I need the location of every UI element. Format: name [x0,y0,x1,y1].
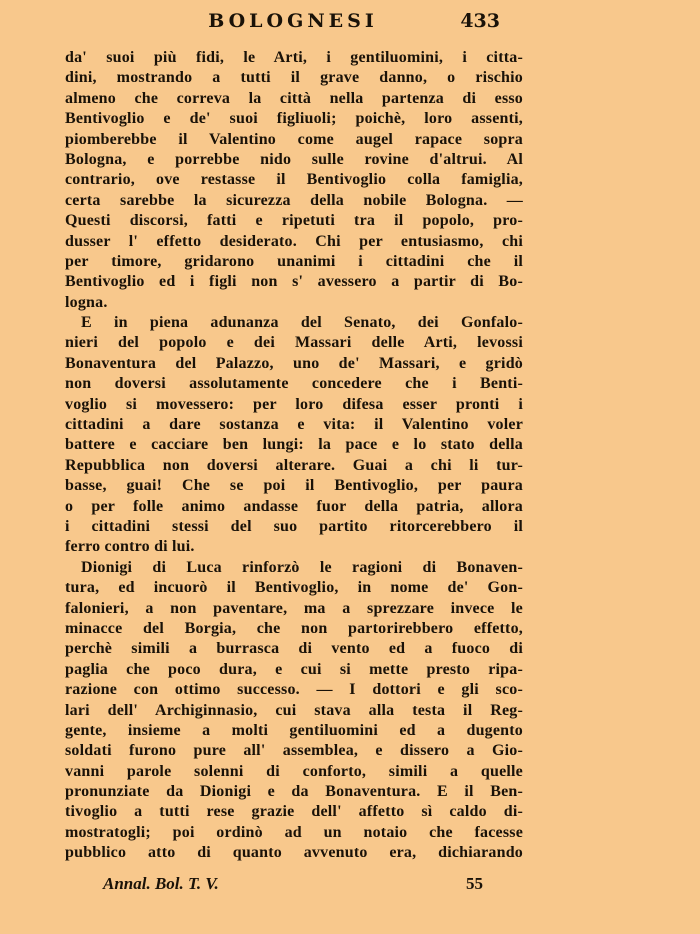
text-line: paglia che poco dura, e cui si mette presto ripa- [65,660,523,678]
text-line: lari dell' Archiginnasio, cui stava alla testa il Reg- [65,701,523,719]
text-line: E in piena adunanza del Senato, dei Gonfalo- [81,314,523,332]
text-line: certa sarebbe la sicurezza della nobile Bologna. — [65,191,523,209]
text-line: tura, ed incuorò il Bentivoglio, in nome de' Gon- [65,579,523,597]
page-footer [103,874,493,896]
text-line: minacce del Borgia, che non partorirebbero effetto, [65,619,523,637]
body-text [65,48,523,864]
running-title: BOLOGNESI [208,10,378,32]
text-line: battere e cacciare ben lungi: la pace e lo stato della [65,436,523,454]
text-line: falonieri, a non paventare, ma a sprezzare invece le [65,599,523,617]
text-line: almeno che correva la città nella partenza di esso [65,89,523,107]
text-line: Bentivoglio ed i figli non s' avessero a partir di Bo- [65,273,523,291]
text-line: voglio si movessero: per loro difesa esser pronti i [65,395,523,413]
text-line: vanni parole solenni di conforto, simili a quelle [65,762,523,780]
text-line: Questi discorsi, fatti e ripetuti tra il popolo, pro- [65,212,523,230]
text-line: piomberebbe il Valentino come augel rapace sopra [65,130,523,148]
text-line: mostratogli; poi ordinò ad un notaio che facesse [65,823,523,841]
text-line: Bentivoglio e de' suoi figliuoli; poichè, loro assenti, [65,110,523,128]
signature-mark: 55 [466,874,483,893]
text-line: pronunziate da Dionigi e da Bonaventura. E il Ben- [65,783,523,801]
text-line: Repubblica non doversi alterare. Guai a chi li tur- [65,456,523,474]
running-head [62,10,524,34]
text-line: non doversi assolutamente concedere che i Benti- [65,375,523,393]
text-line: dusser l' effetto desiderato. Chi per entusiasmo, chi [65,232,523,250]
text-line: nieri del popolo e dei Massari delle Arti, levossi [65,334,523,352]
text-line: da' suoi più fidi, le Arti, i gentiluomini, i citta- [65,49,523,66]
text-line: pubblico atto di quanto avvenuto era, dichiarando [65,844,523,862]
footer-signature: Annal. Bol. T. V. [103,874,219,893]
text-line: o per folle animo andasse fuor della patria, allora [65,497,523,515]
text-line: perchè simili a burrasca di vento ed a fuoco di [65,640,523,658]
text-line: per timore, gridarono unanimi i cittadini che il [65,252,523,270]
text-line: Dionigi di Luca rinforzò le ragioni di Bonaven- [81,558,523,576]
text-line: logna. [65,293,108,311]
text-line: basse, guai! Che se poi il Bentivoglio, per paura [65,477,523,495]
text-line: Bonaventura del Palazzo, uno de' Massari, e gridò [65,354,523,372]
text-line: Bologna, e porrebbe nido sulle rovine d'altrui. Al [65,150,523,168]
text-line: contrario, ove restasse il Bentivoglio colla famiglia, [65,171,523,189]
text-line: ferro contro di lui. [65,538,195,556]
page-number: 433 [460,10,500,32]
text-line: i cittadini stessi del suo partito ritorcerebbero il [65,517,523,535]
text-line: tivoglio a tutti rese grazie dell' affetto sì caldo di- [65,803,523,821]
text-line: cittadini a dare sostanza e vita: il Valentino voler [65,416,523,434]
text-line: gente, insieme a molti gentiluomini ed a dugento [65,721,523,739]
text-line: razione con ottimo successo. — I dottori e gli sco- [65,681,523,699]
text-line: dini, mostrando a tutti il grave danno, o rischio [65,69,523,87]
text-line: soldati furono pure all' assemblea, e dissero a Gio- [65,742,523,760]
